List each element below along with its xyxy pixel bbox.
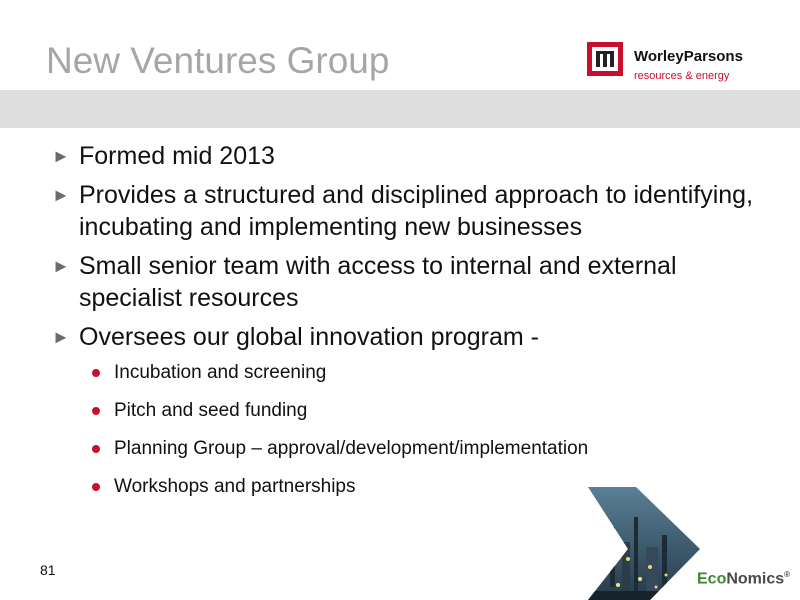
brand-tagline: resources & energy <box>634 70 730 82</box>
bullet-item <box>52 250 772 314</box>
red-dot-icon <box>92 369 100 377</box>
economics-logo <box>697 570 790 588</box>
title-band <box>0 90 800 128</box>
worleyparsons-mark-icon <box>587 42 623 76</box>
bullet-text: Small senior team with access to internal and external specialist resources <box>79 252 677 312</box>
brand-name: WorleyParsons <box>634 48 743 65</box>
sub-bullet-text: Incubation and screening <box>114 362 327 383</box>
bullet-text: Formed mid 2013 <box>79 142 275 170</box>
sub-bullet-item <box>52 436 772 461</box>
sub-bullet-text: Planning Group – approval/development/implementation <box>114 438 589 459</box>
bullet-text: Provides a structured and disciplined approach to identifying, incubating and implementing new businesses <box>79 181 754 241</box>
right-pointer-icon: ► <box>52 185 70 205</box>
sub-bullet-list <box>52 360 772 499</box>
right-pointer-icon: ► <box>52 327 70 347</box>
slide-title: New Ventures Group <box>46 40 390 81</box>
bullet-text: Oversees our global innovation program - <box>79 323 539 351</box>
right-pointer-icon: ► <box>52 146 70 166</box>
bullet-item <box>52 321 772 353</box>
bullet-item <box>52 179 772 243</box>
worleyparsons-logo <box>587 42 787 92</box>
red-dot-icon <box>92 483 100 491</box>
page-number: 81 <box>40 562 56 578</box>
logo-nomics-text: Nomics <box>726 570 785 588</box>
red-dot-icon <box>92 407 100 415</box>
sub-bullet-item <box>52 398 772 423</box>
sub-bullet-text: Workshops and partnerships <box>114 476 356 497</box>
bullet-item <box>52 140 772 172</box>
bullet-list <box>52 140 772 512</box>
right-pointer-icon: ► <box>52 256 70 276</box>
logo-eco-text: Eco <box>697 570 727 588</box>
red-dot-icon <box>92 445 100 453</box>
sub-bullet-item <box>52 360 772 385</box>
sub-bullet-text: Pitch and seed funding <box>114 400 308 421</box>
logo-trademark: ® <box>784 570 791 579</box>
